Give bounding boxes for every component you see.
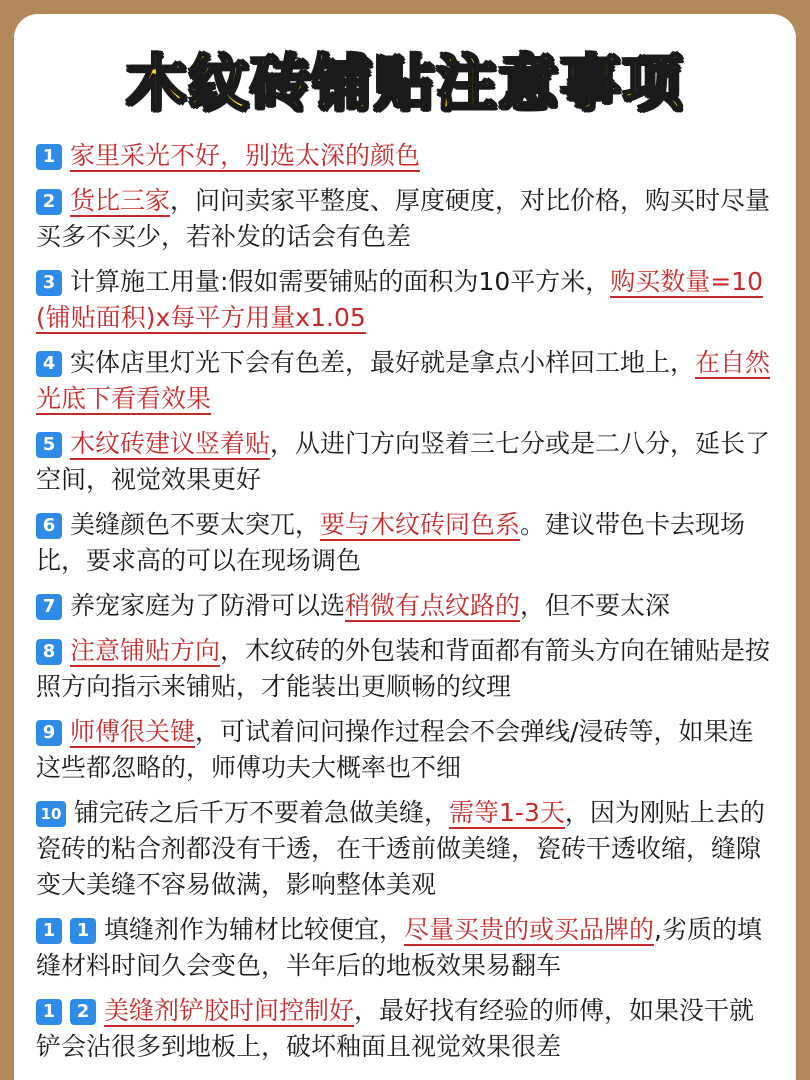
tip-item <box>36 795 776 903</box>
tip-text: ，从进门方向竖着三七分或是二八分，延长了空间，视觉效果更好 <box>36 429 771 494</box>
tip-highlight: 购买数量=10(铺贴面积)x每平方用量x1.05 <box>36 267 764 332</box>
tip-highlight: 师傅很关键 <box>70 717 196 746</box>
number-badge: 1 <box>36 999 62 1025</box>
tip-highlight: 尽量买贵的或买品牌的 <box>404 915 655 944</box>
tip-text: ，木纹砖的外包装和背面都有箭头方向在铺贴是按照方向指示来铺贴，才能装出更顺畅的纹理 <box>36 636 771 701</box>
tip-text: 铺完砖之后千万不要着急做美缝， <box>74 798 450 827</box>
tip-item <box>36 426 776 498</box>
tip-text: ,劣质的填缝材料时间久会变色，半年后的地板效果易翻车 <box>36 915 762 980</box>
number-badge: 2 <box>70 999 96 1025</box>
tip-item <box>36 345 776 417</box>
tip-highlight: 稍微有点纹路的 <box>345 591 521 620</box>
tip-highlight: 在自然光底下看看效果 <box>36 348 771 413</box>
content-card <box>14 14 796 1080</box>
tip-text: ，因为刚贴上去的瓷砖的粘合剂都没有干透，在干透前做美缝，瓷砖干透收缩，缝隙变大美缝不容易做满，影响整体美观 <box>36 798 765 899</box>
tip-text: 美缝颜色不要太突兀， <box>70 510 321 539</box>
tip-text: ，最好找有经验的师傅，如果没干就铲会沾很多到地板上，破坏釉面且视觉效果很差 <box>36 996 755 1061</box>
number-badge: 1 <box>36 918 62 944</box>
number-badge: 8 <box>36 639 62 665</box>
tip-highlight: 货比三家 <box>70 186 171 215</box>
tip-item <box>36 912 776 984</box>
tip-highlight: 美缝剂铲胶时间控制好 <box>104 996 355 1025</box>
tip-text: ，可试着问问操作过程会不会弹线/浸砖等，如果连这些都忽略的，师傅功夫大概率也不细 <box>36 717 754 782</box>
number-badge: 9 <box>36 720 62 746</box>
tip-item <box>36 264 776 336</box>
number-badge: 1 <box>36 144 62 170</box>
tip-highlight: 要与木纹砖同色系 <box>320 510 521 539</box>
tips-list <box>36 138 776 1074</box>
number-badge: 2 <box>36 189 62 215</box>
number-badge: 3 <box>36 270 62 296</box>
number-badge: 6 <box>36 513 62 539</box>
tip-text: 填缝剂作为辅材比较便宜， <box>104 915 405 944</box>
tip-item <box>36 714 776 786</box>
tip-text: 计算施工用量:假如需要铺贴的面积为10平方米， <box>70 267 611 296</box>
tip-highlight: 需等1-3天 <box>449 798 565 827</box>
number-badge: 5 <box>36 432 62 458</box>
tip-highlight: 注意铺贴方向 <box>70 636 221 665</box>
tip-text: 。建议带色卡去现场比，要求高的可以在现场调色 <box>36 510 746 575</box>
tip-text: ，但不要太深 <box>520 591 671 620</box>
tip-text: 养宠家庭为了防滑可以选 <box>70 591 346 620</box>
number-badge: 7 <box>36 594 62 620</box>
number-badge: 4 <box>36 351 62 377</box>
title-wrap <box>14 44 796 124</box>
number-badge: 10 <box>36 801 66 827</box>
tip-text: ，问问卖家平整度、厚度硬度，对比价格，购买时尽量买多不买少，若补发的话会有色差 <box>36 186 771 251</box>
number-badge: 1 <box>70 918 96 944</box>
tip-item <box>36 507 776 579</box>
tip-item <box>36 183 776 255</box>
tip-item <box>36 993 776 1065</box>
tip-highlight: 家里采光不好，别选太深的颜色 <box>70 141 421 170</box>
page-title: 木纹砖铺贴注意事项 <box>126 49 684 119</box>
tip-item <box>36 633 776 705</box>
tip-highlight: 木纹砖建议竖着贴 <box>70 429 271 458</box>
tip-item <box>36 138 776 174</box>
tip-text: 实体店里灯光下会有色差，最好就是拿点小样回工地上， <box>70 348 696 377</box>
tip-item <box>36 588 776 624</box>
